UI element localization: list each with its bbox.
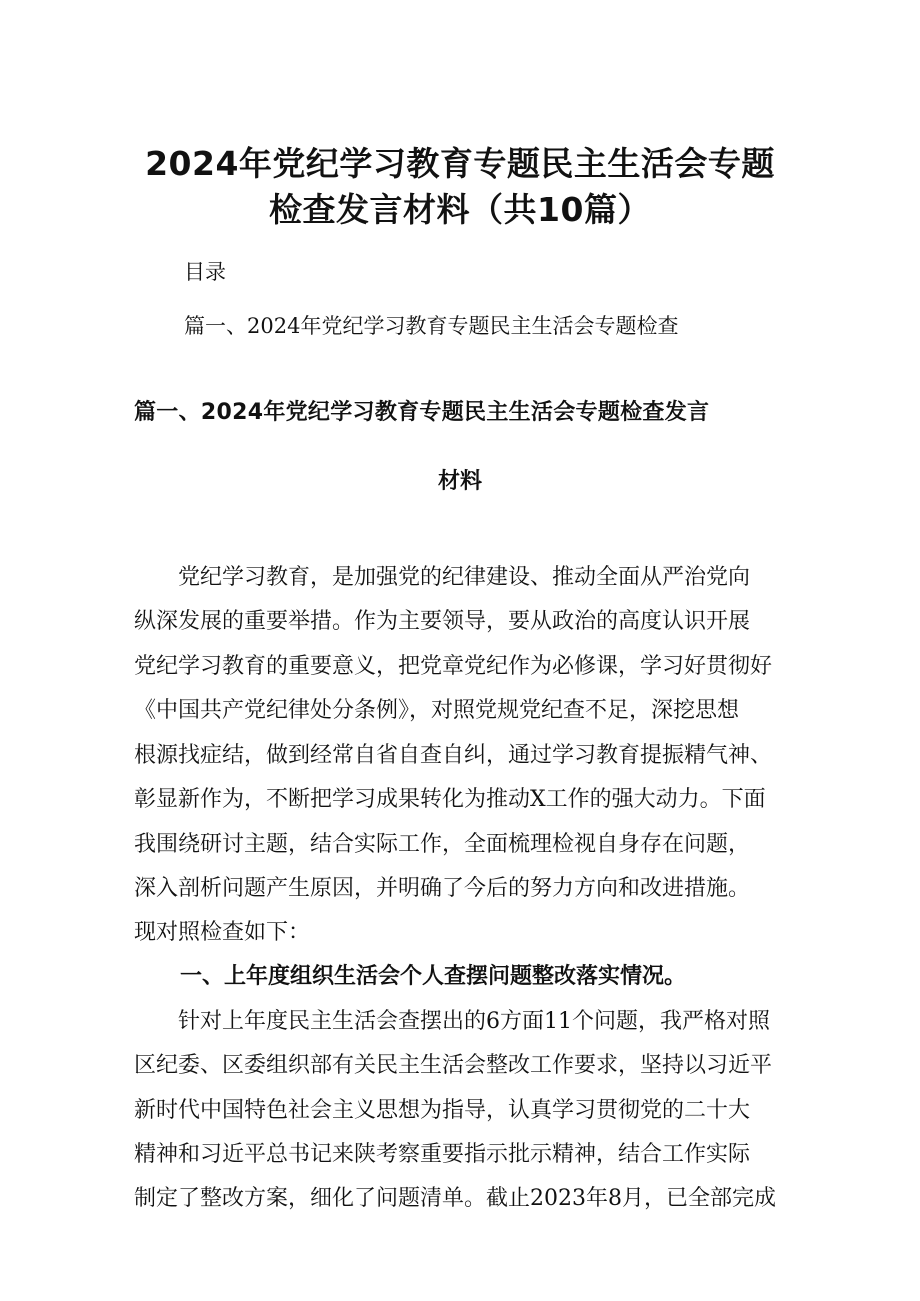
paragraph-2-line: 区纪委、区委组织部有关民主生活会整改工作要求，坚持以习近平	[134, 1053, 773, 1078]
paragraph-1-line: 彰显新作为，不断把学习成果转化为推动X工作的强大动力。下面	[134, 787, 766, 812]
paragraph-2-line: 精神和习近平总书记来陕考察重要指示批示精神，结合工作实际	[134, 1142, 751, 1167]
toc-label: 目录	[184, 260, 226, 284]
paragraph-1-line: 根源找症结，做到经常自省自查自纠，通过学习教育提振精气神、	[134, 743, 773, 768]
toc-item: 篇一、2024年党纪学习教育专题民主生活会专题检查	[184, 314, 679, 338]
paragraph-2-line: 制定了整改方案，细化了问题清单。截止2023年8月，已全部完成	[134, 1186, 776, 1211]
paragraph-2-line: 针对上年度民主生活会查摆出的6方面11个问题，我严格对照	[134, 1009, 770, 1034]
paragraph-1-line: 党纪学习教育，是加强党的纪律建设、推动全面从严治党向	[134, 565, 751, 590]
doc-title-line-1: 2024年党纪学习教育专题民主生活会专题	[145, 144, 775, 183]
section-heading-1: 一、上年度组织生活会个人查摆问题整改落实情况。	[180, 964, 687, 989]
doc-title-line-2: 检查发言材料（共10篇）	[269, 190, 651, 229]
section-title-line-2: 材料	[437, 469, 482, 494]
paragraph-1-line: 党纪学习教育的重要意义，把党章党纪作为必修课，学习好贯彻好	[134, 654, 773, 679]
paragraph-1-line: 《中国共产党纪律处分条例》，对照党规党纪查不足，深挖思想	[134, 698, 740, 723]
paragraph-2-line: 新时代中国特色社会主义思想为指导，认真学习贯彻党的二十大	[134, 1098, 751, 1123]
paragraph-1-line: 深入剖析问题产生原因，并明确了今后的努力方向和改进措施。	[134, 876, 751, 901]
paragraph-1-line: 我围绕研讨主题，结合实际工作，全面梳理检视自身存在问题，	[134, 832, 751, 857]
paragraph-1-line: 现对照检查如下：	[134, 920, 311, 945]
section-title-line-1: 篇一、2024年党纪学习教育专题民主生活会专题检查发言	[134, 400, 710, 425]
paragraph-1-line: 纵深发展的重要举措。作为主要领导，要从政治的高度认识开展	[134, 609, 751, 634]
